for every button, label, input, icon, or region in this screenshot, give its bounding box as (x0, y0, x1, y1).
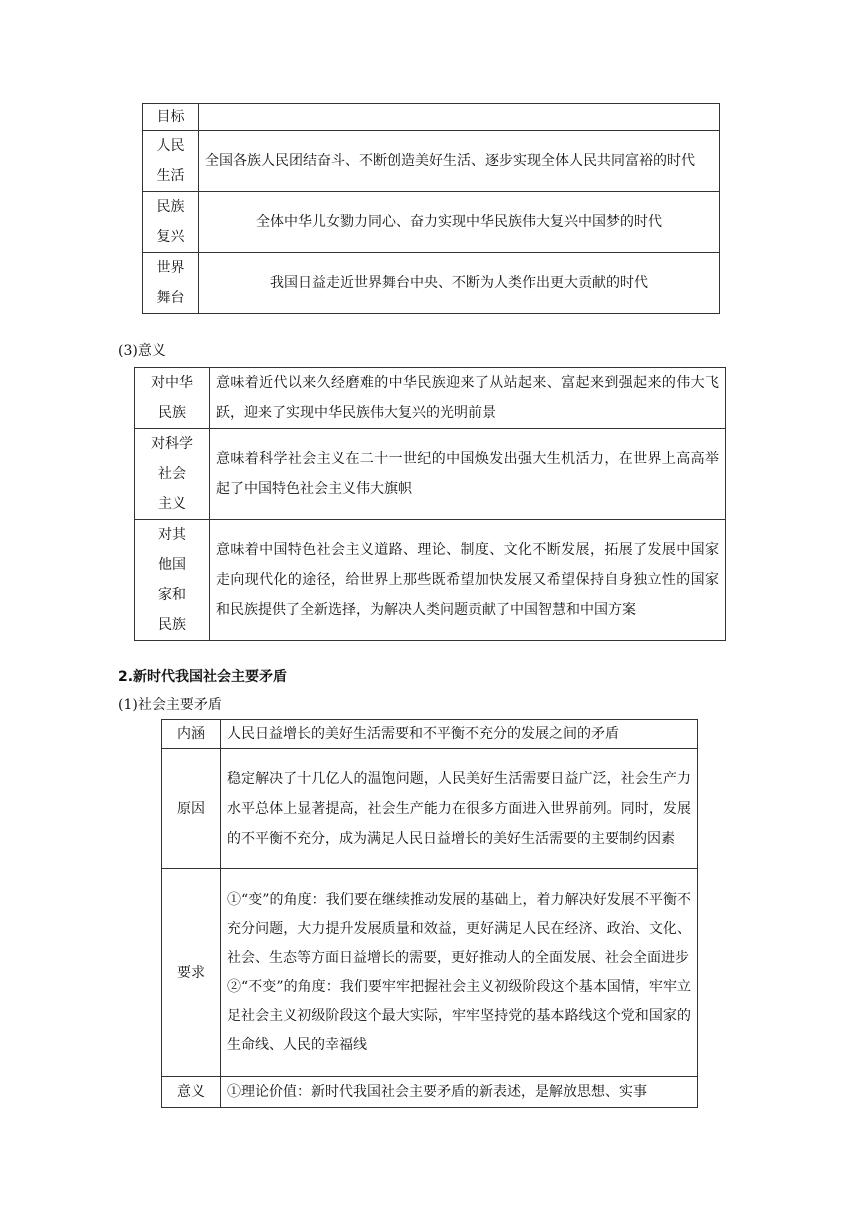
row-text: 人民日益增长的美好生活需要和不平衡不充分的发展之间的矛盾 (221, 720, 698, 749)
table-row (162, 869, 698, 1077)
label-line: 民族 (156, 199, 185, 215)
table-row (162, 749, 698, 869)
row-label (135, 429, 210, 520)
row-text (199, 104, 720, 131)
label-line: 舞台 (156, 290, 185, 306)
row-text: 稳定解决了十几亿人的温饱问题，人民美好生活需要日益广泛，社会生产力水平总体上显著提高，社会生产能力在很多方面进入世界前列。同时，发展的不平衡不充分，成为满足人民日益增长的美好生活需要的主要制约因素 (221, 749, 698, 869)
section-heading-significance: (3)意义 (118, 343, 166, 359)
label-line: 社会 (158, 466, 186, 482)
table-row (135, 429, 726, 520)
row-label: 意义 (162, 1077, 221, 1108)
row-label (143, 253, 199, 314)
row-label: 目标 (143, 104, 199, 131)
table-row (143, 253, 720, 314)
row-label (143, 192, 199, 253)
table-row (143, 131, 720, 192)
row-label (135, 520, 210, 641)
significance-table (134, 367, 726, 641)
goal-table (142, 103, 720, 314)
row-text: 意味着科学社会主义在二十一世纪的中国焕发出强大生机活力，在世界上高高举起了中国特色社会主义伟大旗帜 (210, 429, 726, 520)
section-2-subtitle: (1)社会主要矛盾 (118, 697, 222, 713)
label-line: 对中华 (151, 375, 193, 391)
label-line: 民族 (158, 617, 186, 633)
row-text (221, 869, 698, 1077)
table-row (135, 368, 726, 429)
row-text: 我国日益走近世界舞台中央、不断为人类作出更大贡献的时代 (199, 253, 720, 314)
row-label (135, 368, 210, 429)
row-text: 意味着近代以来久经磨难的中华民族迎来了从站起来、富起来到强起来的伟大飞跃，迎来了实现中华民族伟大复兴的光明前景 (210, 368, 726, 429)
label-line: 人民 (156, 138, 185, 154)
label-line: 家和 (158, 587, 186, 603)
table-row (143, 104, 720, 131)
label-line: 对科学 (151, 436, 193, 452)
requirement-unchanged: ②“不变”的角度：我们要牢牢把握社会主义初级阶段这个基本国情，牢牢立足社会主义初级阶段这个最大实际，牢牢坚持党的基本路线这个党和国家的生命线、人民的幸福线 (227, 978, 691, 1053)
label-line: 主义 (158, 496, 186, 512)
label-line: 他国 (158, 557, 186, 573)
requirement-change: ①“变”的角度：我们要在继续推动发展的基础上，着力解决好发展不平衡不充分问题，大力提升发展质量和效益，更好满足人民在经济、政治、文化、社会、生态等方面日益增长的需要，更好推动人的全面发展、社会全面进步 (227, 891, 691, 966)
row-text: 意味着中国特色社会主义道路、理论、制度、文化不断发展，拓展了发展中国家走向现代化的途径，给世界上那些既希望加快发展又希望保持自身独立性的国家和民族提供了全新选择，为解决人类问题贡献了中国智慧和中国方案 (210, 520, 726, 641)
label-line: 对其 (158, 527, 186, 543)
main-contradiction-table (161, 719, 698, 1108)
row-label (143, 131, 199, 192)
table-row (162, 720, 698, 749)
table-row (143, 192, 720, 253)
label-line: 民族 (158, 405, 186, 421)
row-label: 原因 (162, 749, 221, 869)
row-text: 全体中华儿女勠力同心、奋力实现中华民族伟大复兴中国梦的时代 (199, 192, 720, 253)
label-line: 生活 (156, 168, 185, 184)
row-text: ①理论价值：新时代我国社会主要矛盾的新表述，是解放思想、实事 (221, 1077, 698, 1108)
label-line: 复兴 (156, 229, 185, 245)
label-line: 世界 (156, 260, 185, 276)
row-label: 内涵 (162, 720, 221, 749)
table-row (162, 1077, 698, 1108)
row-text: 全国各族人民团结奋斗、不断创造美好生活、逐步实现全体人民共同富裕的时代 (199, 131, 720, 192)
row-label: 要求 (162, 869, 221, 1077)
section-2-title: 2.新时代我国社会主要矛盾 (118, 669, 288, 685)
table-row (135, 520, 726, 641)
